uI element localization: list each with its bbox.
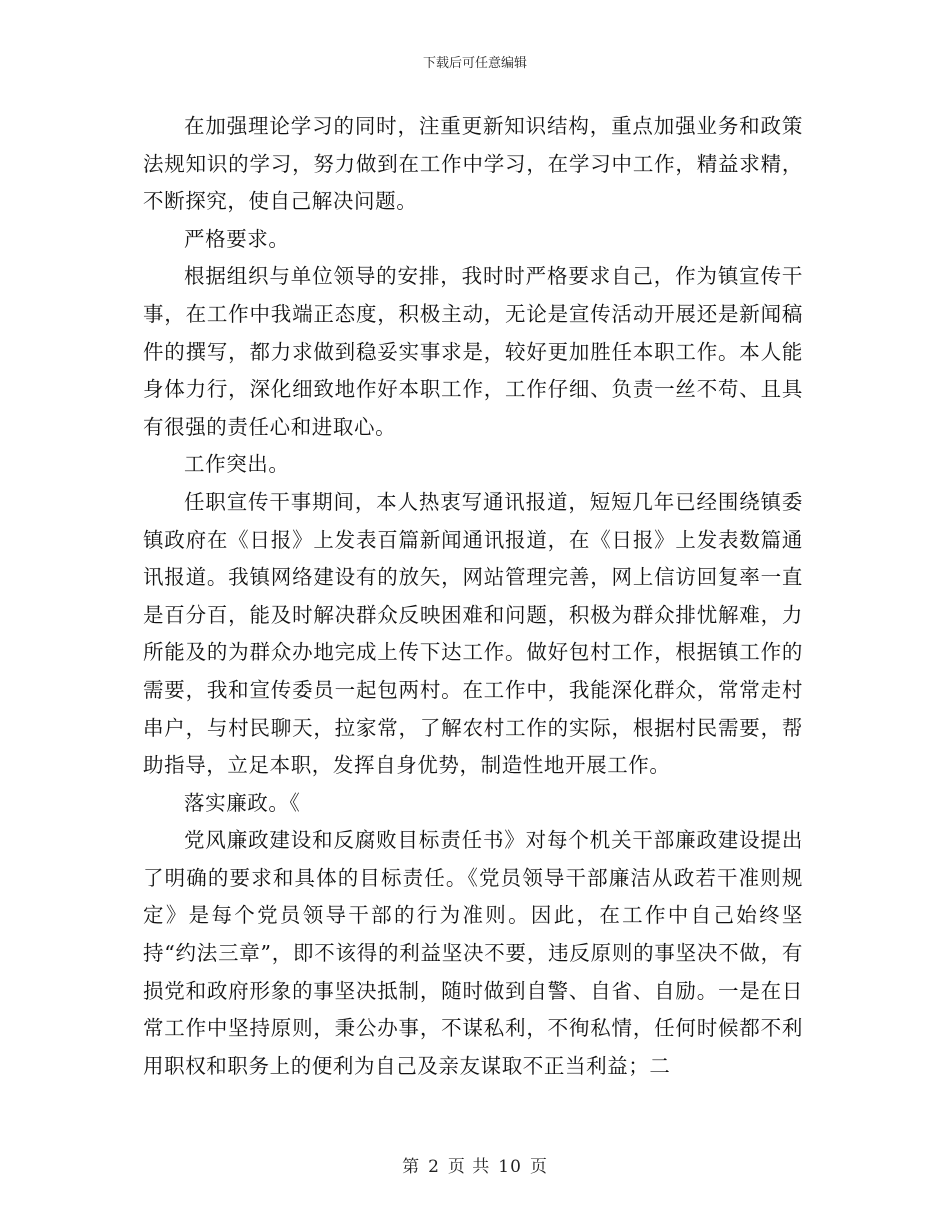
page-header-note: 下载后可任意编辑 [422,56,527,71]
document-body [143,108,803,1085]
paragraph-clean-governance: 党风廉政建设和反腐败目标责任书》对每个机关干部廉政建设提出了明确的要求和具体的目标责任。《党员领导干部廉洁从政若干准则规定》是每个党员领导干部的行为准则。因此，在工作中自己始终坚持“约法三章”，即不该得的利益坚决不要，违反原则的事坚决不做，有损党和政府形象的事坚决抵制，随时做到自警、自省、自励。一是在日常工作中坚持原则，秉公办事，不谋私利，不徇私情，任何时候都不利用职权和职务上的便利为自己及亲友谋取不正当利益；二 [143,828,803,1078]
footer-total-pages: 10 [498,1157,522,1177]
footer-suffix: 页 [529,1157,548,1177]
paragraph-study: 在加强理论学习的同时，注重更新知识结构，重点加强业务和政策法规知识的学习，努力做到在工作中学习，在学习中工作，精益求精，不断探究，使自己解决问题。 [143,114,803,214]
paragraph-outstanding-work: 任职宣传干事期间，本人热衷写通讯报道，短短几年已经围绕镇委镇政府在《日报》上发表百篇新闻通讯报道，在《日报》上发表数篇通讯报道。我镇网络建设有的放矢，网站管理完善，网上信访回复率一直是百分百，能及时解决群众反映困难和问题，积极为群众排忧解难，力所能及的为群众办地完成上传下达工作。做好包村工作，根据镇工作的需要，我和宣传委员一起包两村。在工作中，我能深化群众，常常走村串户，与村民聊天，拉家常，了解农村工作的实际，根据村民需要，帮助指导，立足本职，发挥自身优势，制造性地开展工作。 [143,489,803,778]
footer-page-number: 2 [428,1157,440,1177]
heading-strict-requirements: 严格要求。 [184,226,290,251]
footer-middle: 页 共 [447,1157,491,1177]
heading-outstanding-work: 工作突出。 [184,452,290,477]
page-footer [0,1152,950,1177]
heading-clean-governance: 落实廉政。《 [184,790,301,815]
footer-prefix: 第 [402,1157,421,1177]
paragraph-strict-requirements: 根据组织与单位领导的安排，我时时严格要求自己，作为镇宣传干事，在工作中我端正态度，积极主动，无论是宣传活动开展还是新闻稿件的撰写，都力求做到稳妥实事求是，较好更加胜任本职工作。本人能身体力行，深化细致地作好本职工作，工作仔细、负责一丝不苟、且具有很强的责任心和进取心。 [143,264,803,439]
